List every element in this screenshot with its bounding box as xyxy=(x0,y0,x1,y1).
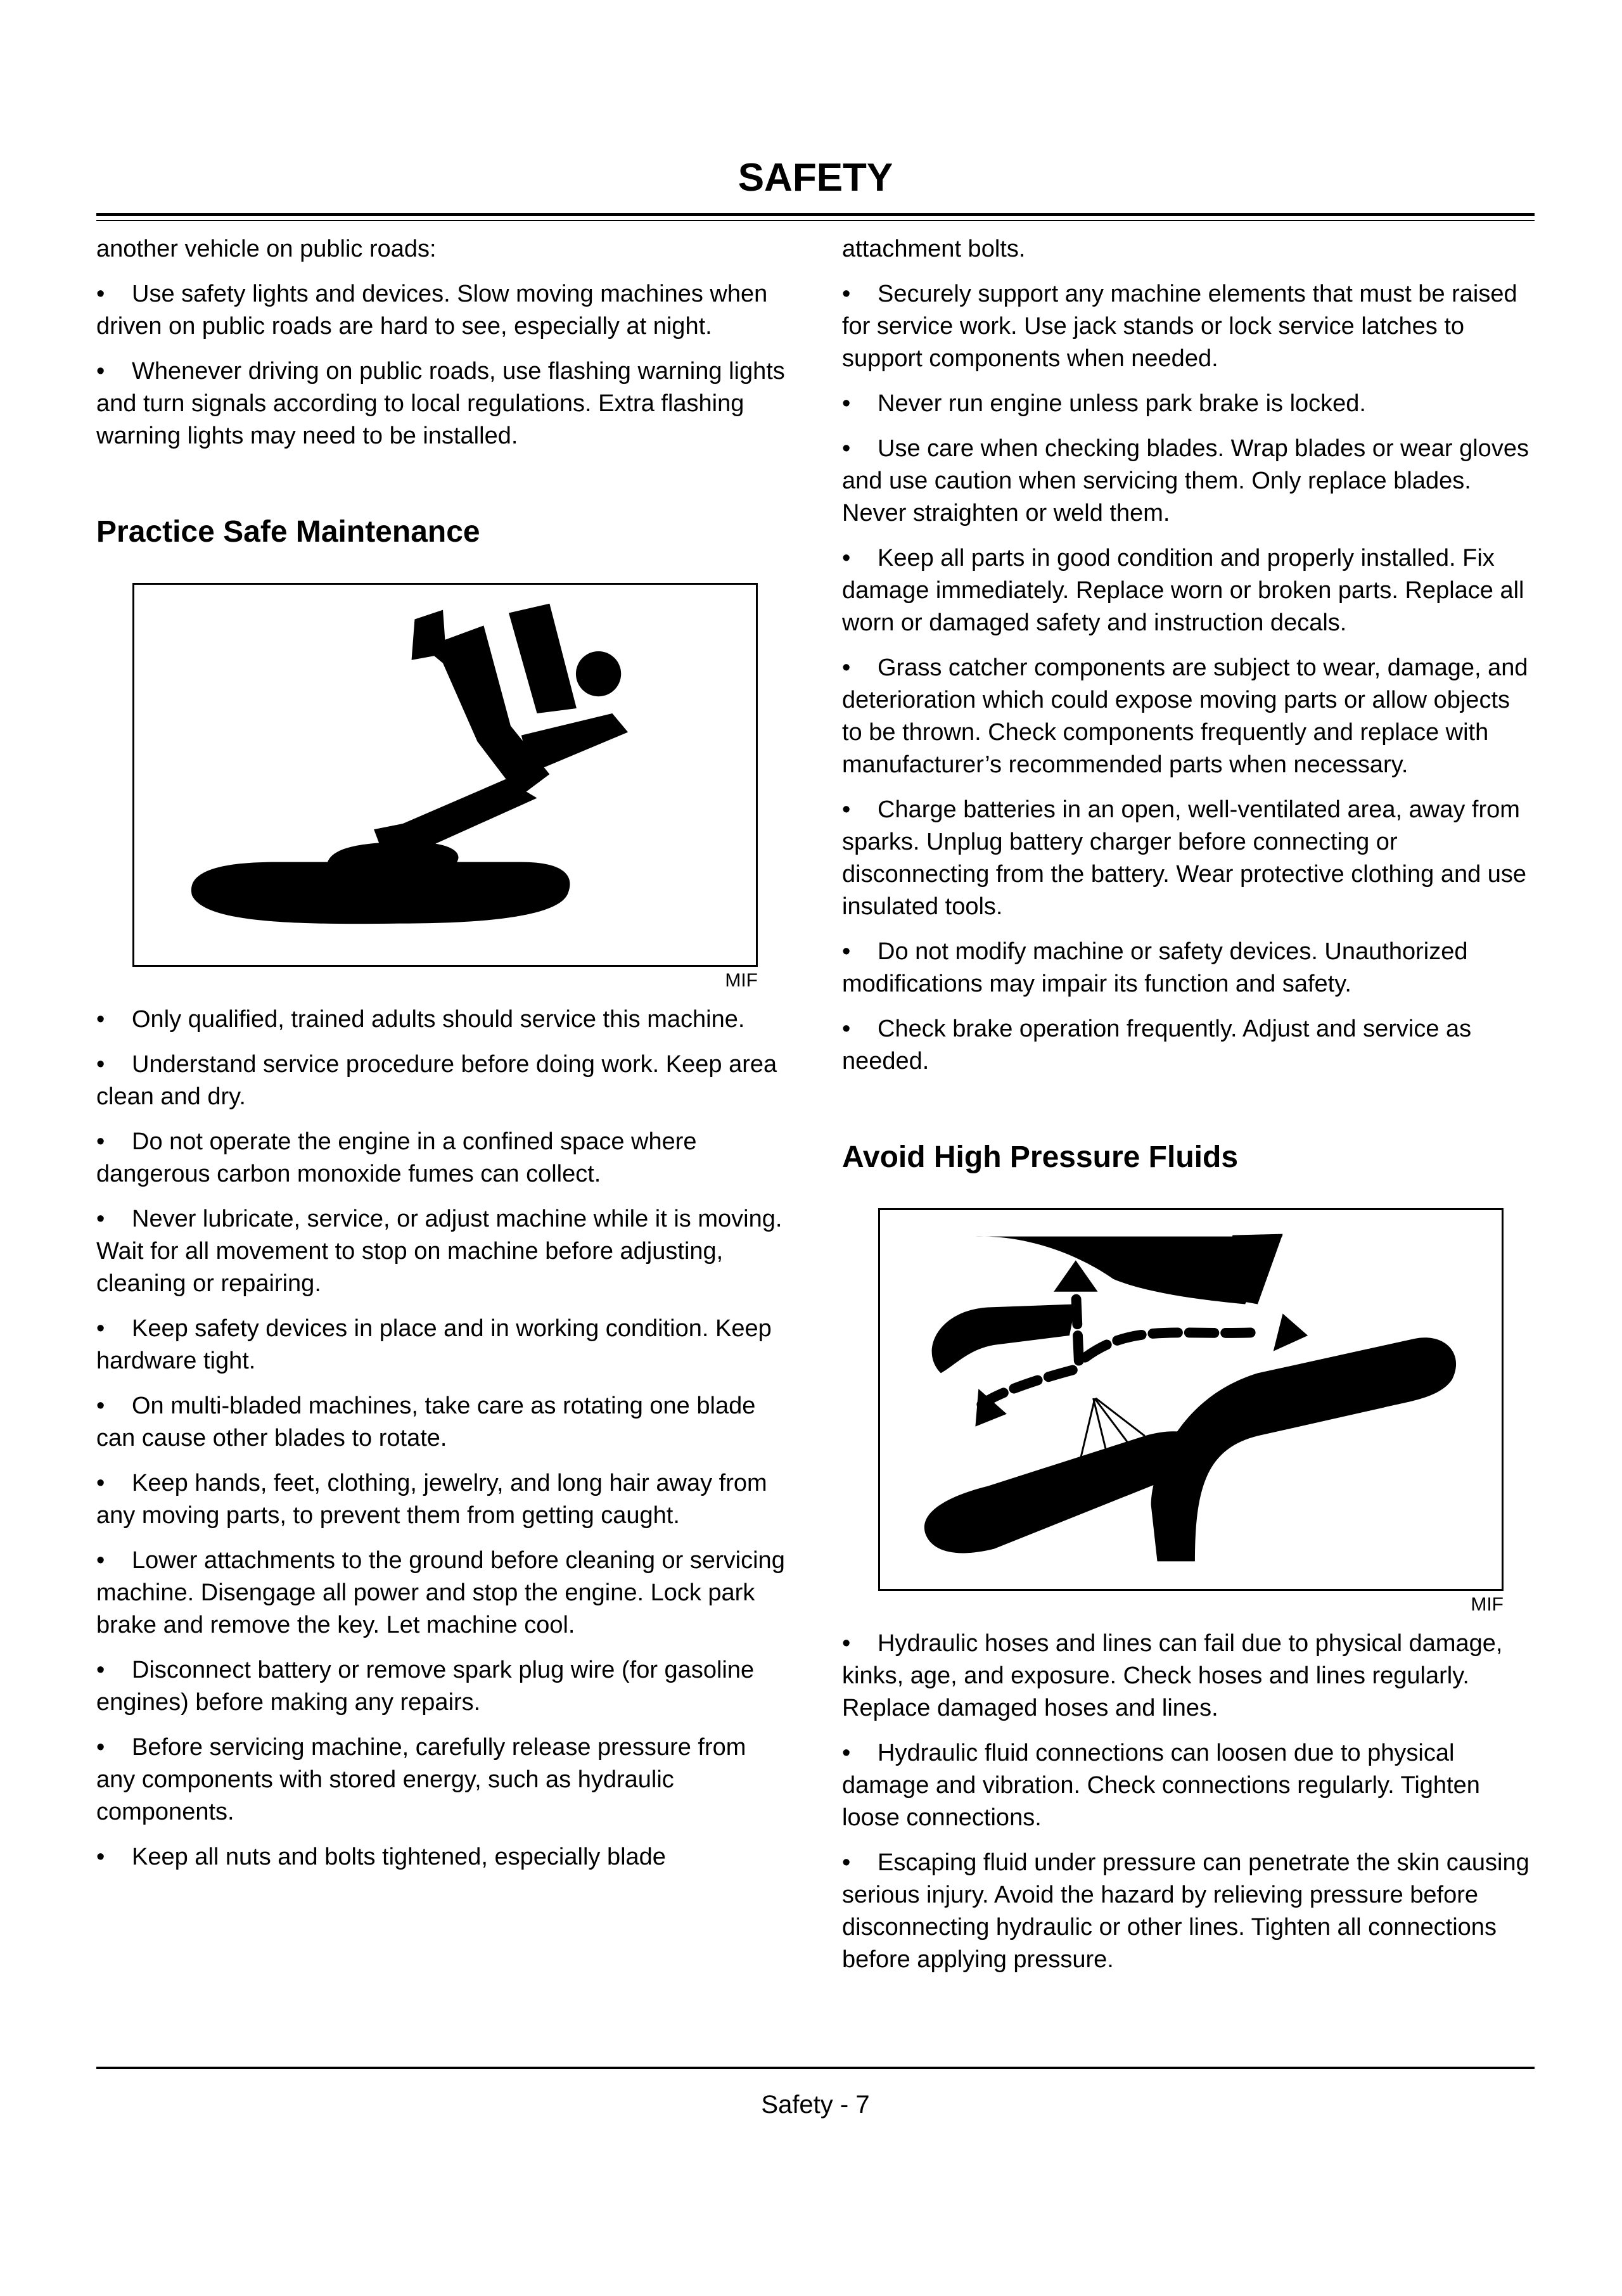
list-item: • Understand service procedure before doing work. Keep area clean and dry. xyxy=(96,1049,790,1113)
list-item: • Keep safety devices in place and in working condition. Keep hardware tight. xyxy=(96,1313,790,1377)
list-item: • Only qualified, trained adults should service this machine. xyxy=(96,1004,790,1036)
list-item: • Whenever driving on public roads, use flashing warning lights and turn signals according to local regulations. Extra flashing warning lights may need to be installed. xyxy=(96,355,790,452)
figure-frame xyxy=(878,1208,1504,1591)
figure-label: MIF xyxy=(1471,1594,1504,1615)
continued-text: attachment bolts. xyxy=(842,236,1026,262)
list-item: • Escaping fluid under pressure can penetrate the skin causing serious injury. Avoid the hazard by relieving pressure before disconnecting hydraulic or other lines. Tighten all connections before applying pressure. xyxy=(842,1847,1536,1976)
list-item: • Disconnect battery or remove spark plug wire (for gasoline engines) before making any repairs. xyxy=(96,1654,790,1719)
figure-frame xyxy=(132,583,758,967)
list-item: • Do not operate the engine in a confined space where dangerous carbon monoxide fumes can collect. xyxy=(96,1126,790,1190)
right-column xyxy=(842,233,1536,1989)
list-item: • Charge batteries in an open, well-ventilated area, away from sparks. Unplug battery charger before connecting or disconnecting from the battery. Wear protective clothing and use insulated tools. xyxy=(842,794,1536,923)
fluids-figure xyxy=(878,1208,1504,1616)
list-item: • On multi-bladed machines, take care as rotating one blade can cause other blades to rotate. xyxy=(96,1390,790,1455)
list-item: • Securely support any machine elements that must be raised for service work. Use jack stands or lock service latches to support components when needed. xyxy=(842,278,1536,375)
figure-label: MIF xyxy=(725,970,758,991)
page-number: Safety - 7 xyxy=(761,2091,870,2119)
list-item: • Check brake operation frequently. Adjust and service as needed. xyxy=(842,1013,1536,1078)
falling-person-icon xyxy=(134,585,756,965)
list-item: • Keep all nuts and bolts tightened, especially blade xyxy=(96,1841,790,1873)
maintenance-figure xyxy=(132,583,758,992)
list-item: • Use safety lights and devices. Slow moving machines when driven on public roads are hard to see, especially at night. xyxy=(96,278,790,343)
list-item: • Use care when checking blades. Wrap blades or wear gloves and use caution when servicing them. Only replace blades. Never straighten or weld them. xyxy=(842,433,1536,530)
list-item: • Do not modify machine or safety devices. Unauthorized modifications may impair its function and safety. xyxy=(842,936,1536,1000)
list-item: • Grass catcher components are subject to wear, damage, and deterioration which could expose moving parts or allow objects to be thrown. Check components frequently and replace with manufacturer’s recommended parts when necessary. xyxy=(842,652,1536,781)
hydraulic-leak-hand-icon xyxy=(880,1210,1502,1589)
page-footer xyxy=(96,2067,1535,2124)
section-heading-fluids: Avoid High Pressure Fluids xyxy=(842,1140,1239,1174)
list-item: • Hydraulic hoses and lines can fail due to physical damage, kinks, age, and exposure. Check hoses and lines regularly. Replace damaged hoses and lines. xyxy=(842,1628,1536,1725)
list-item: • Never lubricate, service, or adjust machine while it is moving. Wait for all movement to stop on machine before adjusting, cleaning or repairing. xyxy=(96,1203,790,1300)
list-item: • Keep all parts in good condition and properly installed. Fix damage immediately. Replace worn or broken parts. Replace all worn or damaged safety and instruction decals. xyxy=(842,542,1536,639)
list-item: • Lower attachments to the ground before cleaning or servicing machine. Disengage all power and stop the engine. Lock park brake and remove the key. Let machine cool. xyxy=(96,1545,790,1642)
list-item: • Before servicing machine, carefully release pressure from any components with stored energy, such as hydraulic components. xyxy=(96,1732,790,1828)
list-item: • Keep hands, feet, clothing, jewelry, and long hair away from any moving parts, to prevent them from getting caught. xyxy=(96,1467,790,1532)
footer-rule xyxy=(96,2067,1535,2069)
intro-text: another vehicle on public roads: xyxy=(96,236,437,262)
left-column xyxy=(96,233,790,1886)
header-rule-thick xyxy=(96,213,1535,216)
page-header xyxy=(96,150,1535,221)
page-title: SAFETY xyxy=(738,156,893,200)
list-item: • Never run engine unless park brake is locked. xyxy=(842,388,1536,420)
header-rule-thin xyxy=(96,220,1535,221)
list-item: • Hydraulic fluid connections can loosen due to physical damage and vibration. Check connections regularly. Tighten loose connections. xyxy=(842,1737,1536,1834)
section-heading-maintenance: Practice Safe Maintenance xyxy=(96,515,480,549)
